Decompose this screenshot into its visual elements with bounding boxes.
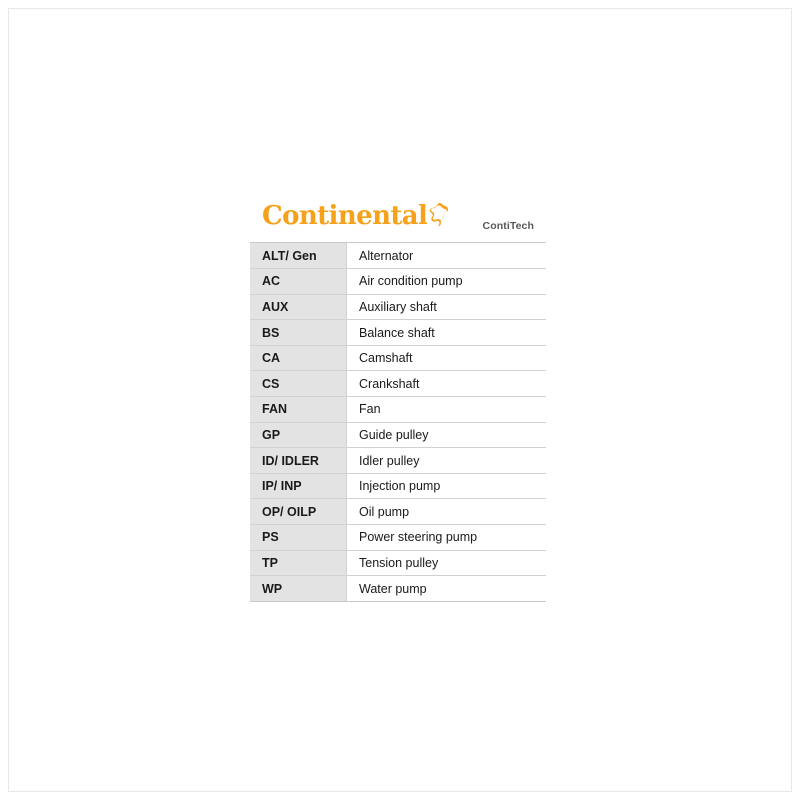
brand-header (250, 196, 546, 243)
table-row (250, 269, 546, 295)
abbr-cell: IP/ INP (250, 473, 347, 499)
table-row (250, 294, 546, 320)
desc-cell: Air condition pump (347, 269, 547, 295)
abbr-cell: ALT/ Gen (250, 243, 347, 269)
desc-cell: Tension pulley (347, 550, 547, 576)
table-row (250, 243, 546, 269)
abbr-cell: PS (250, 525, 347, 551)
table-row (250, 345, 546, 371)
desc-cell: Alternator (347, 243, 547, 269)
desc-cell: Oil pump (347, 499, 547, 525)
abbr-cell: BS (250, 320, 347, 346)
desc-cell: Idler pulley (347, 448, 547, 474)
desc-cell: Power steering pump (347, 525, 547, 551)
abbreviation-legend-card (250, 196, 546, 602)
abbr-cell: TP (250, 550, 347, 576)
abbr-cell: CS (250, 371, 347, 397)
desc-cell: Crankshaft (347, 371, 547, 397)
desc-cell: Water pump (347, 576, 547, 602)
table-row (250, 499, 546, 525)
contitech-sub-brand: ContiTech (482, 220, 534, 232)
desc-cell: Balance shaft (347, 320, 547, 346)
desc-cell: Camshaft (347, 345, 547, 371)
abbr-cell: FAN (250, 397, 347, 423)
table-row (250, 448, 546, 474)
continental-logo (262, 203, 450, 229)
desc-cell: Guide pulley (347, 422, 547, 448)
abbr-cell: AC (250, 269, 347, 295)
horse-logo-icon (428, 203, 450, 229)
desc-cell: Auxiliary shaft (347, 294, 547, 320)
table-row (250, 371, 546, 397)
desc-cell: Fan (347, 397, 547, 423)
table-row (250, 550, 546, 576)
abbr-cell: CA (250, 345, 347, 371)
table-row (250, 397, 546, 423)
table-row (250, 525, 546, 551)
abbreviation-table (250, 243, 546, 602)
table-row (250, 320, 546, 346)
abbr-cell: ID/ IDLER (250, 448, 347, 474)
abbr-cell: AUX (250, 294, 347, 320)
table-row (250, 473, 546, 499)
desc-cell: Injection pump (347, 473, 547, 499)
brand-wordmark: Continental (262, 201, 428, 231)
abbr-cell: OP/ OILP (250, 499, 347, 525)
abbr-cell: GP (250, 422, 347, 448)
table-row (250, 576, 546, 602)
abbr-cell: WP (250, 576, 347, 602)
table-row (250, 422, 546, 448)
